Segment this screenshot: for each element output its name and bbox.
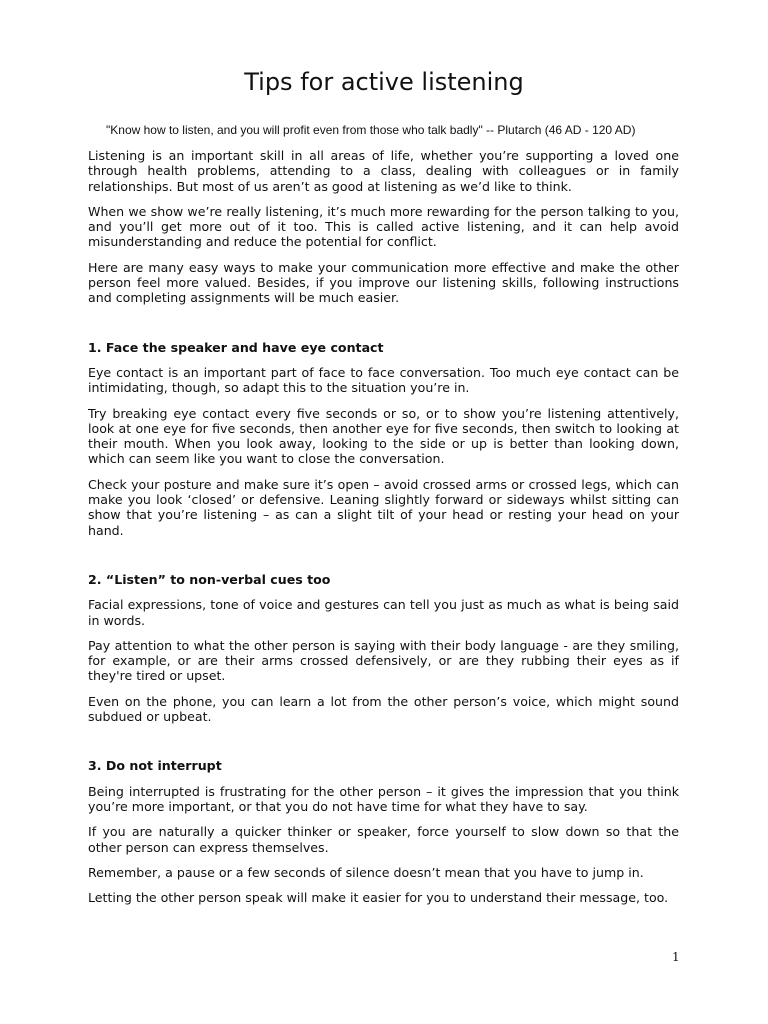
section-paragraph: Being interrupted is frustrating for the other person – it gives the impression that you think you’re more important, or that you do not have time for what they have to say. <box>88 783 679 814</box>
section-paragraph: Check your posture and make sure it’s open – avoid crossed arms or crossed legs, which can make you look ‘closed’ or defensive. Leaning slightly forward or sideways whilst sitting can show that you’re listening – as can a slight tilt of your head or resting your head on your hand. <box>88 476 679 538</box>
section-heading: 3. Do not interrupt <box>88 758 222 774</box>
section-heading: 1. Face the speaker and have eye contact <box>88 339 384 355</box>
epigraph-quote: "Know how to listen, and you will profit even from those who talk badly" -- Plutarch (46 AD - 120 AD) <box>106 123 636 137</box>
section-paragraph: Remember, a pause or a few seconds of silence doesn’t mean that you have to jump in. <box>88 864 644 880</box>
section-paragraph: Even on the phone, you can learn a lot from the other person’s voice, which might sound subdued or upbeat. <box>88 693 679 725</box>
section-paragraph: Eye contact is an important part of face to face conversation. Too much eye contact can be intimidating, though, so adapt this to the situation you’re in. <box>88 364 679 396</box>
section-heading: 2. “Listen” to non-verbal cues too <box>88 571 331 587</box>
section-paragraph: Facial expressions, tone of voice and gestures can tell you just as much as what is being said in words. <box>88 597 679 628</box>
section-paragraph: Pay attention to what the other person is saying with their body language - are they smiling, for example, or are their arms crossed defensively, or are they rubbing their eyes as if they're tired or upset. <box>88 637 679 684</box>
intro-paragraph: Here are many easy ways to make your communication more effective and make the other person feel more valued. Besides, if you improve our listening skills, following instructions and completing assignments will be much easier. <box>88 259 679 306</box>
section-paragraph: If you are naturally a quicker thinker or speaker, force yourself to slow down so that the other person can express themselves. <box>88 824 679 855</box>
section-paragraph: Try breaking eye contact every five seconds or so, or to show you’re listening attentively, look at one eye for five seconds, then another eye for five seconds, then switch to looking at their mouth. When you look away, looking to the side or up is better than looking down, which can seem like you want to close the conversation. <box>88 405 679 467</box>
document-title: Tips for active listening <box>244 68 524 96</box>
intro-paragraph: Listening is an important skill in all areas of life, whether you’re supporting a loved one through health problems, attending to a class, dealing with colleagues or in family relationships. But most of us aren’t as good at listening as we’d like to think. <box>88 148 679 194</box>
section-paragraph: Letting the other person speak will make it easier for you to understand their message, too. <box>88 890 669 906</box>
page-number: 1 <box>672 950 680 964</box>
intro-paragraph: When we show we’re really listening, it’s much more rewarding for the person talking to you, and you’ll get more out of it too. This is called active listening, and it can help avoid misunderstanding and reduce the potential for conflict. <box>88 203 679 250</box>
document-body <box>88 148 679 915</box>
